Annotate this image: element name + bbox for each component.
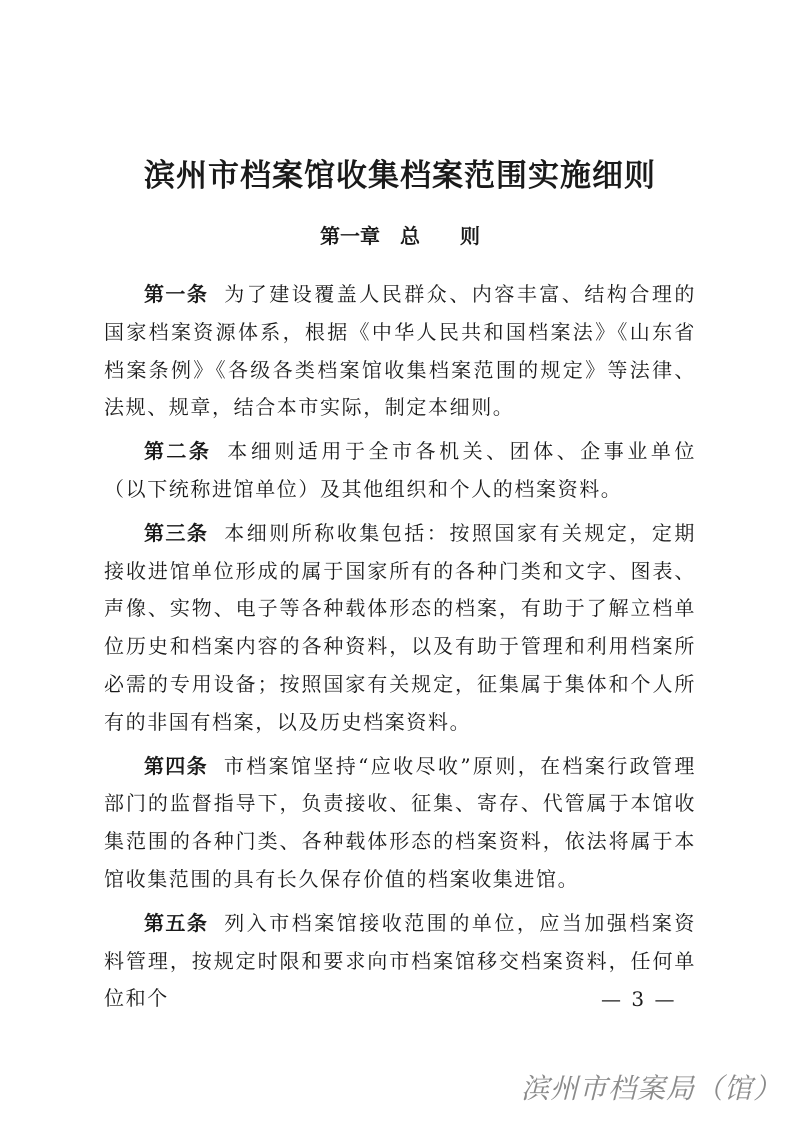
article-text: 本细则适用于全市各机关、团体、企事业单位（以下统称进馆单位）及其他组织和个人的档案资料。: [104, 439, 697, 501]
article-label: 第五条: [144, 910, 209, 935]
article-label: 第二条: [144, 439, 212, 464]
article-1: [104, 276, 696, 427]
article-text: 本细则所称收集包括：按照国家有关规定，定期接收进馆单位形成的属于国家所有的各种门类和文字、图表、声像、实物、电子等各种载体形态的档案，有助于了解立档单位历史和档案内容的各种资料，以及有助于管理和利用档案所必需的专用设备；按照国家有关规定，征集属于集体和个人所有的非国有档案，以及历史档案资料。: [104, 520, 696, 734]
page-number: — 3 —: [601, 987, 677, 1011]
document-title: 滨州市档案馆收集档案范围实施细则: [144, 158, 656, 194]
article-4: [104, 748, 696, 899]
watermark: 滨州市档案局（馆）: [520, 1072, 782, 1105]
article-2: [104, 433, 696, 509]
article-label: 第四条: [144, 753, 208, 778]
article-label: 第三条: [144, 520, 209, 545]
article-label: 第一条: [144, 282, 209, 306]
article-3: [104, 515, 696, 742]
chapter-heading: 第一章 总 则: [320, 224, 480, 248]
document-body: [104, 276, 696, 1024]
article-text: 列入市档案馆接收范围的单位，应当加强档案资料管理，按规定时限和要求向市档案馆移交档案资料，任何单位和个: [104, 910, 696, 1011]
article-text: 为了建设覆盖人民群众、内容丰富、结构合理的国家档案资源体系，根据《中华人民共和国档案法》《山东省档案条例》《各级各类档案馆收集档案范围的规定》等法律、法规、规章，结合本市实际，制定本细则。: [104, 282, 696, 420]
article-text: 市档案馆坚持“应收尽收”原则，在档案行政管理部门的监督指导下，负责接收、征集、寄存、代管属于本馆收集范围的各种门类、各种载体形态的档案资料，依法将属于本馆收集范围的具有长久保存价值的档案收集进馆。: [104, 753, 696, 891]
